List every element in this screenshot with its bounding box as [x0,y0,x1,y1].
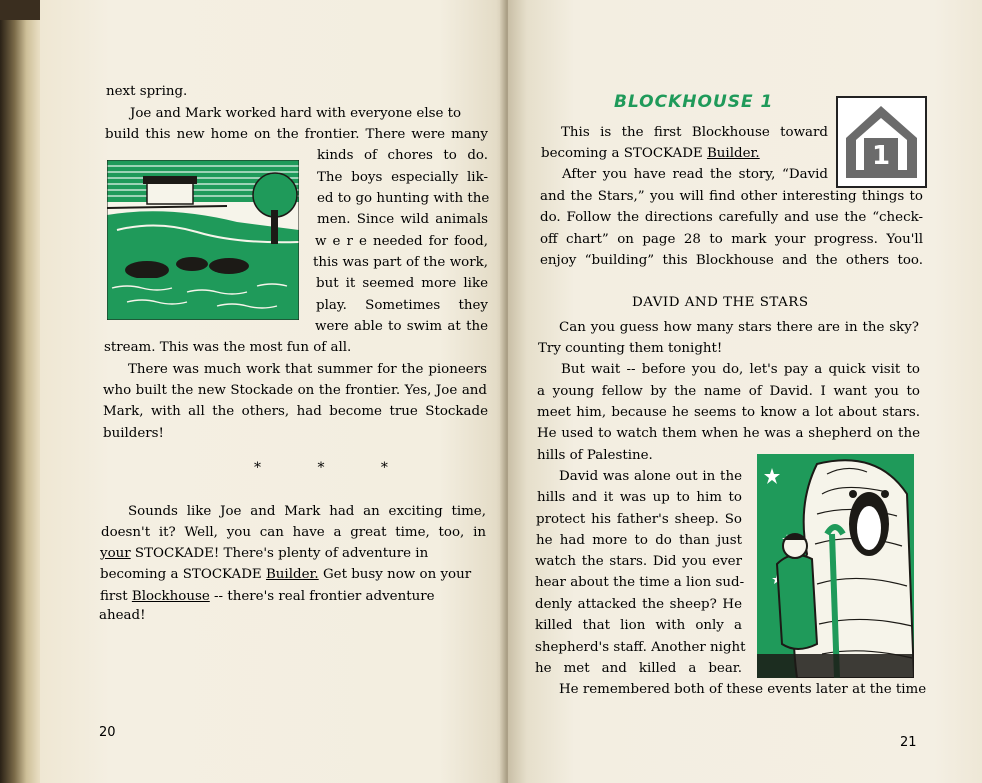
closing-line-3-rest: STOCKADE! There's plenty of adventure in [134,546,429,561]
left-page-number: 20 [99,725,116,740]
left-line-8: w e r e needed for food, [315,234,488,249]
closing-line-4 [100,564,471,585]
story-line-2: Try counting them tonight! [538,341,723,356]
left-line-14: There was much work that summer for the pioneers [128,362,487,377]
builder-underlined: Builder. [265,567,319,582]
intro-line-3: After you have read the story, “David [562,167,828,182]
intro-line-1: This is the first Blockhouse toward [561,125,828,140]
story-line-15: killed that lion with only a [535,618,742,633]
stockade-stream-illustration [107,160,299,320]
badge-number: 1 [871,141,891,171]
closing-line-1: Sounds like Joe and Mark had an exciting time, [128,504,486,519]
left-line-13: stream. This was the most fun of all. [104,340,352,355]
blockhouse-heading: BLOCKHOUSE 1 [614,92,774,112]
left-line-17: builders! [103,426,164,441]
intro-line-2 [541,143,760,164]
intro-line-7: enjoy “building” this Blockhouse and the others too. [540,253,923,268]
story-line-10: protect his father's sheep. So [536,512,742,527]
intro-line-6: off chart” on page 28 to mark your progress. You'll [540,232,923,247]
closing-line-3 [100,543,428,564]
story-line-17: he met and killed a bear. [535,661,742,676]
blockhouse-badge [836,96,927,188]
story-line-6: He used to watch them when he was a shepherd on the [537,426,920,441]
intro-line-5: do. Follow the directions carefully and use the “check- [540,210,923,225]
closing-line-2: doesn't it? Well, you can have a great time, too, in [101,525,486,540]
left-line-11: play. Sometimes they [316,298,488,313]
closing-line-4-b: Get busy now on your [322,567,472,582]
closing-line-5-b: -- there's real frontier adventure [214,589,435,604]
left-line-6: ed to go hunting with the [317,191,490,206]
story-line-7: hills of Palestine. [537,448,653,463]
story-line-14: denly attacked the sheep? He [535,597,742,612]
story-line-5: meet him, because he seems to know a lot about stars. [537,405,920,420]
your-underlined: your [100,546,131,561]
right-page-number: 21 [900,735,917,750]
left-line-12: were able to swim at the [315,319,488,334]
left-line-7: men. Since wild animals [317,212,488,227]
closing-line-5 [100,586,435,607]
left-line-9: this was part of the work, [313,255,488,270]
story-line-18: He remembered both of these events later at the time [559,682,927,697]
left-line-15: who built the new Stockade on the frontier. Yes, Joe and [103,383,487,398]
left-line-1: next spring. [106,84,188,99]
closing-line-4-a: becoming a STOCKADE [100,567,262,582]
story-line-13: hear about the time a lion sud- [535,575,745,590]
david-lion-art [757,454,914,678]
blockhouse-underlined: Blockhouse [131,589,210,604]
story-line-4: a young fellow by the name of David. I want you to [537,384,920,399]
blockhouse-house-icon [838,98,925,186]
stockade-stream-art [107,160,299,320]
story-line-3: But wait -- before you do, let's pay a quick visit to [561,362,920,377]
left-line-10: but it seemed more like [316,276,488,291]
intro-line-2-a: becoming a STOCKADE [541,146,703,161]
story-title: DAVID AND THE STARS [632,295,809,310]
left-line-4: kinds of chores to do. [317,148,488,163]
intro-builder-underlined: Builder. [706,146,760,161]
story-line-8: David was alone out in the [559,469,742,484]
david-lion-illustration [757,454,914,678]
left-line-2: Joe and Mark worked hard with everyone else to [130,106,462,121]
section-separator: * * * [254,460,414,476]
closing-line-5-a: first [100,589,128,604]
story-line-16: shepherd's staff. Another night [535,640,746,655]
left-line-16: Mark, with all the others, had become true Stockade [103,404,488,419]
intro-line-4: and the Stars,” you will find other interesting things to [540,189,923,204]
closing-line-6: ahead! [99,608,146,623]
story-line-9: hills and it was up to him to [537,490,742,505]
left-line-3: build this new home on the frontier. There were many [105,127,488,142]
left-line-5: The boys especially lik- [317,170,488,185]
story-line-1: Can you guess how many stars there are in the sky? [559,320,919,335]
story-line-11: he had more to do than just [536,533,742,548]
story-line-12: watch the stars. Did you ever [535,554,742,569]
